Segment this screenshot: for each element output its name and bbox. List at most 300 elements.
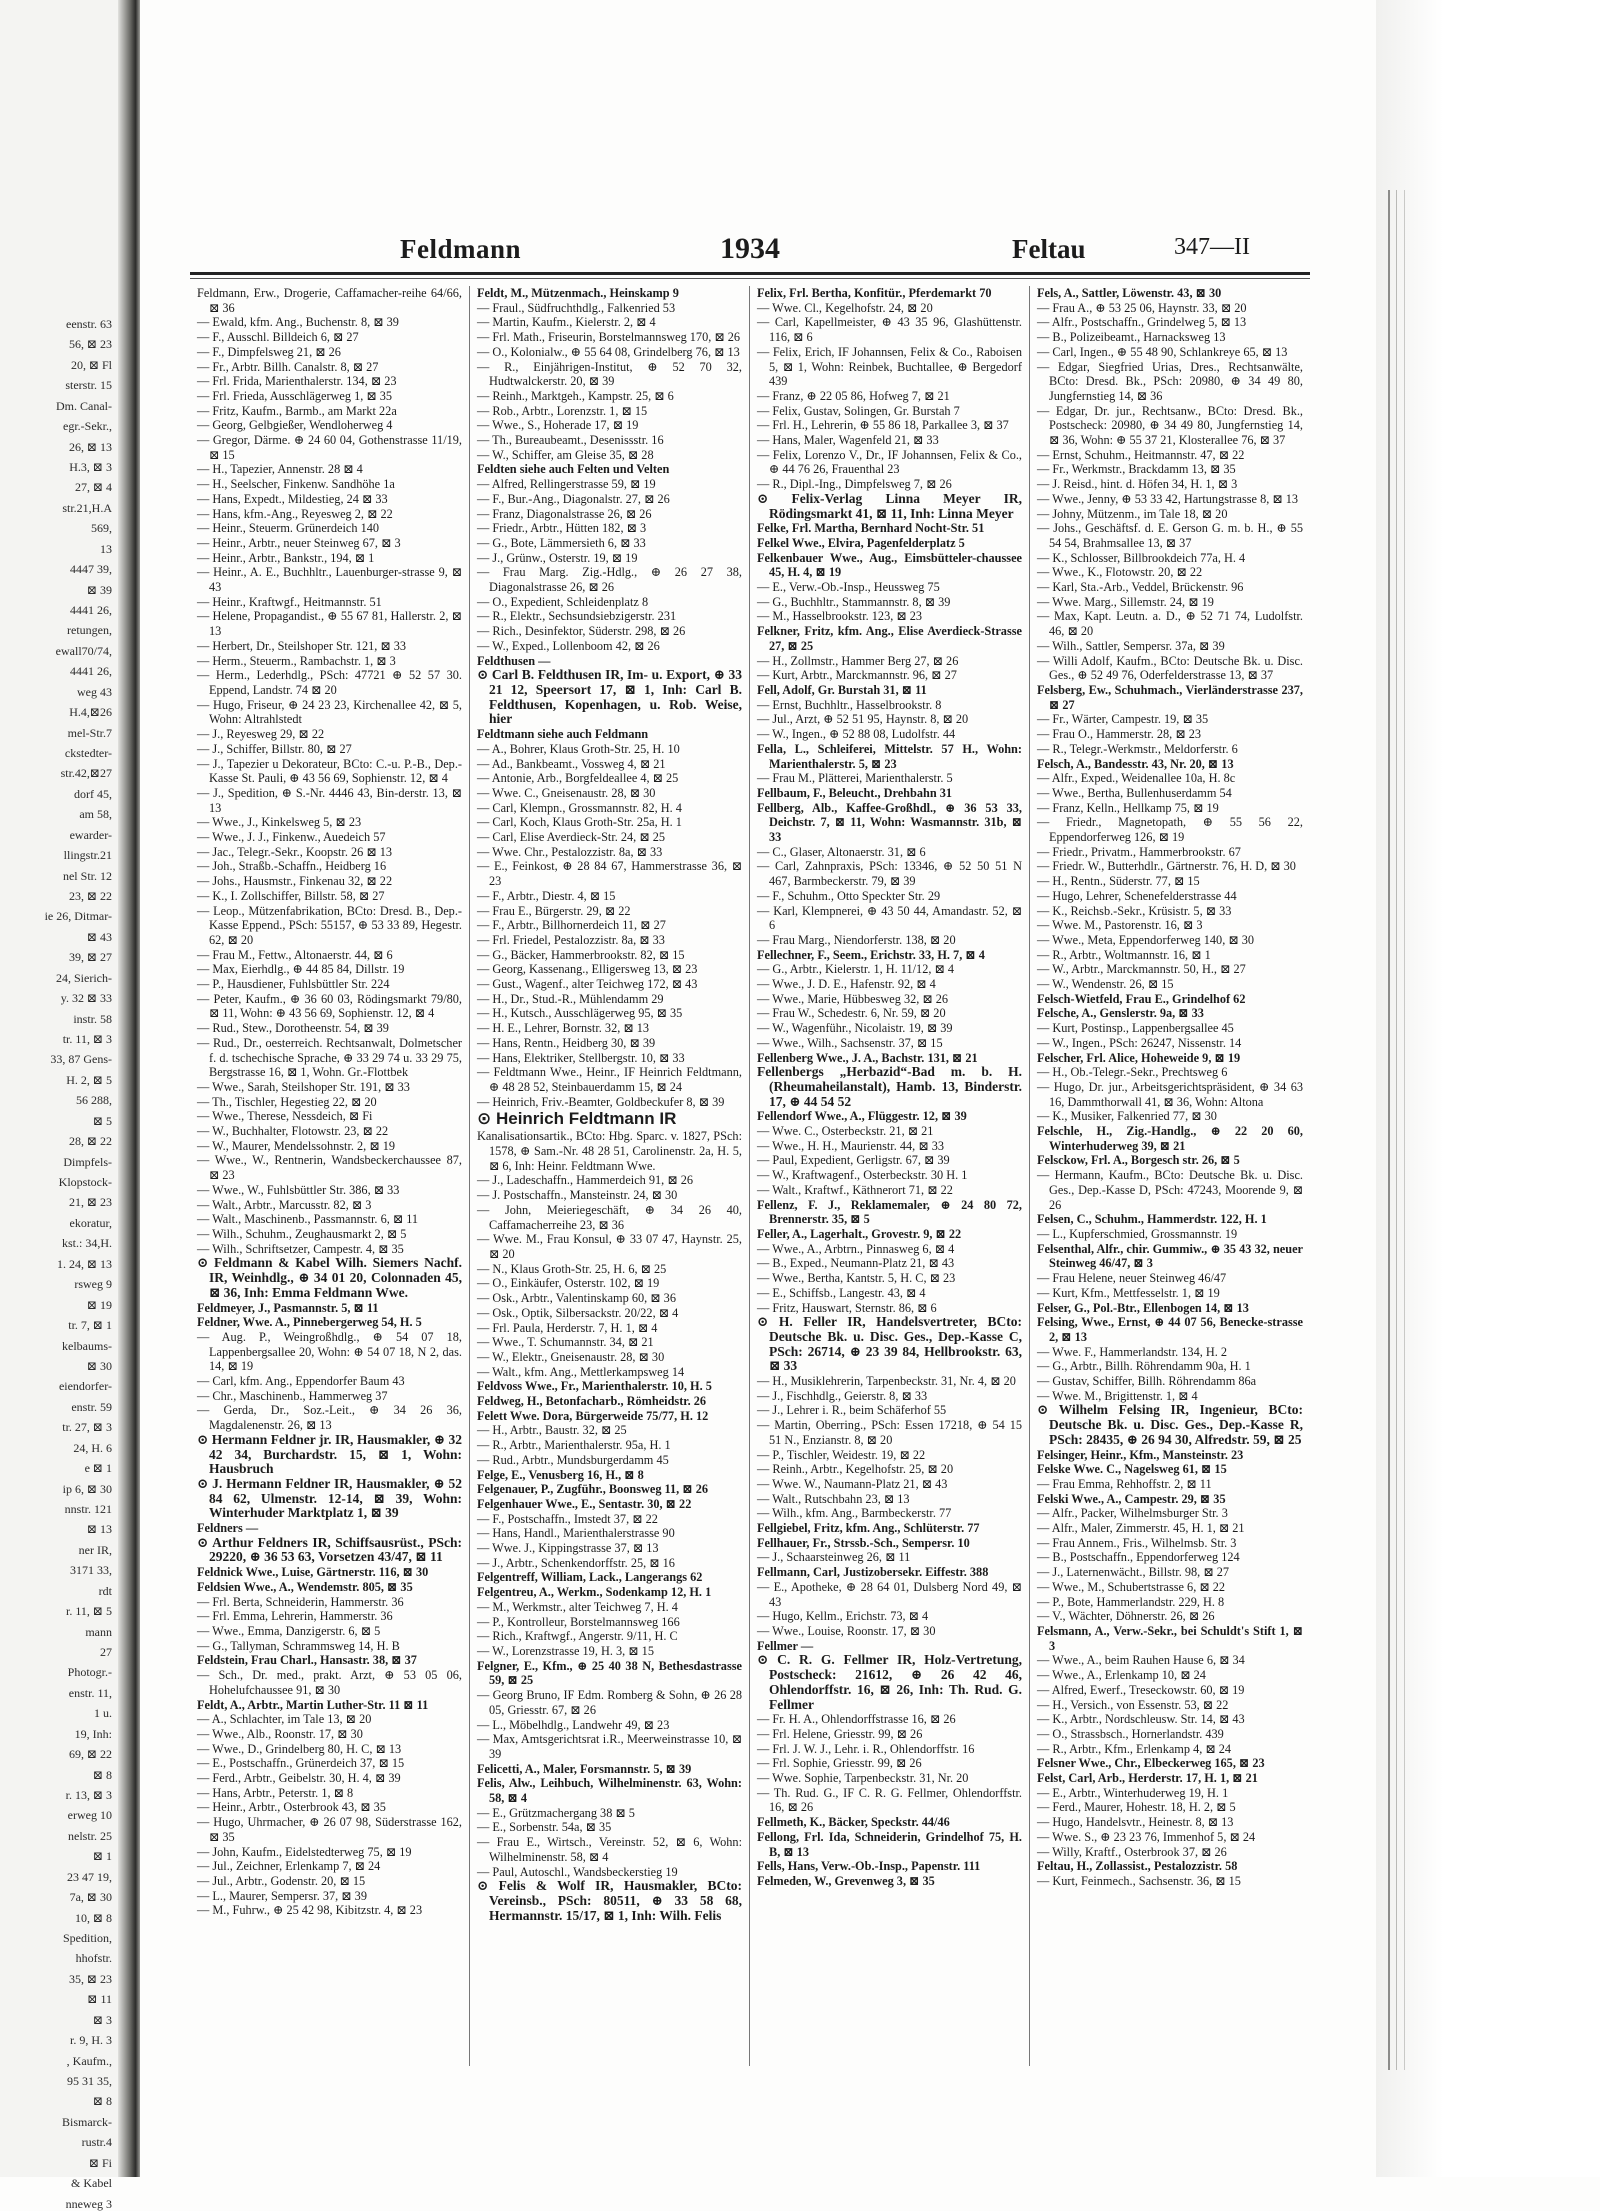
directory-sub-entry: — Carl, kfm. Ang., Eppendorfer Baum 43 <box>197 1374 405 1389</box>
fragment-line: Photogr.- <box>67 1665 112 1680</box>
directory-sub-entry: — Wilh., Sattler, Sempersr. 37a, ⊠ 39 <box>1037 638 1225 653</box>
fragment-line: nnstr. 121 <box>64 1501 112 1516</box>
directory-sub-entry: — Heinrich, Friv.-Beamter, Goldbeckufer 8, ⊠ 39 <box>477 1094 725 1109</box>
directory-sub-entry: — Willi Adolf, Kaufm., BCto: Deutsche Bk. u. Disc. Ges., ⊕ 52 49 76, Oderfelderstrasse 13, ⊠ 37 <box>1037 653 1303 683</box>
directory-sub-entry: — Willy, Kraftf., Osterbrook 37, ⊠ 26 <box>1037 1844 1227 1859</box>
directory-sub-entry: — Fritz, Hauswart, Sternstr. 86, ⊠ 6 <box>757 1300 937 1315</box>
directory-sub-entry: — Felix, Gustav, Solingen, Gr. Burstah 7 <box>757 403 960 418</box>
directory-entry: Fellbaum, F., Beleucht., Drehbahn 31 <box>757 785 953 800</box>
fragment-line: dorf 45, <box>74 786 112 801</box>
directory-sub-entry: — Wwe. Marg., Sillemstr. 24, ⊠ 19 <box>1037 594 1214 609</box>
directory-sub-entry: — Alfr., Postschaffn., Grindelweg 5, ⊠ 13 <box>1037 315 1247 330</box>
directory-sub-entry: — Heinr., Kraftwgf., Heitmannstr. 51 <box>197 594 382 609</box>
fragment-line: r. 9, H. 3 <box>70 2033 112 2048</box>
fragment-line: nelstr. 25 <box>68 1828 112 1843</box>
directory-entry: Felscher, Frl. Alice, Hoheweide 9, ⊠ 19 <box>1037 1050 1241 1065</box>
directory-sub-entry: — H. E., Lehrer, Bornstr. 32, ⊠ 13 <box>477 1021 650 1036</box>
directory-sub-entry: — John, Kaufm., Eidelstedterweg 75, ⊠ 19 <box>197 1844 412 1859</box>
directory-entry: Felett Wwe. Dora, Bürgerweide 75/77, H. 12 <box>477 1408 709 1423</box>
directory-sub-entry: — Hans, kfm.-Ang., Reyesweg 2, ⊠ 22 <box>197 506 393 521</box>
directory-entry: ⊙ C. R. G. Fellmer IR, Holz-Vertretung, Postscheck: 21612, ⊕ 26 42 46, Ohlendorffstr. 16, ⊠ 26, Inh: Th. Rud. G. Fellmer <box>757 1652 1022 1712</box>
directory-sub-entry: — Hugo, Lehrer, Schenefelderstrasse 44 <box>1037 888 1237 903</box>
directory-sub-entry: — Wwe. W., Naumann-Platz 21, ⊠ 43 <box>757 1476 948 1491</box>
directory-sub-entry: Feldmann, Erw., Drogerie, Caffamacher-reihe 64/66, ⊠ 36 <box>197 286 462 315</box>
directory-sub-entry: — Karl, Klempnerei, ⊕ 43 50 44, Amandastr. 52, ⊠ 6 <box>757 903 1022 933</box>
directory-sub-entry: — Wwe. M., Brigittenstr. 1, ⊠ 4 <box>1037 1388 1198 1403</box>
directory-sub-entry: — Fr., Werkmstr., Brackdamm 13, ⊠ 35 <box>1037 462 1236 477</box>
directory-sub-entry: — J., Tapezier u Dekorateur, BCto: C.-u. P.-B., Dep.-Kasse St. Pauli, ⊕ 43 56 69, Sophienstr. 12, ⊠ 4 <box>197 756 462 786</box>
directory-sub-entry: — W., Ingen., ⊕ 52 88 08, Ludolfstr. 44 <box>757 727 956 742</box>
directory-sub-entry: — Gerda, Dr., Soz.-Leit., ⊕ 34 26 36, Magdalenenstr. 26, ⊠ 13 <box>197 1403 462 1433</box>
directory-sub-entry: — O., Einkäufer, Osterstr. 102, ⊠ 19 <box>477 1276 660 1291</box>
directory-sub-entry: — Kurt, Arbtr., Marckmannstr. 96, ⊠ 27 <box>757 668 957 683</box>
fragment-line: tr. 27, ⊠ 3 <box>62 1420 112 1435</box>
directory-sub-entry: — Frl. Sophie, Griesstr. 99, ⊠ 26 <box>757 1756 922 1771</box>
directory-sub-entry: — Frau Helene, neuer Steinweg 46/47 <box>1037 1271 1227 1286</box>
directory-sub-entry: — J., Reyesweg 29, ⊠ 22 <box>197 727 325 742</box>
directory-sub-entry: — Franz, Kelln., Hellkamp 75, ⊠ 19 <box>1037 800 1219 815</box>
fragment-line: , Kaufm., <box>66 2053 112 2068</box>
directory-sub-entry: — Frl. Berta, Schneiderin, Hammerstr. 36 <box>197 1594 404 1609</box>
directory-sub-entry: — K., Musiker, Falkenried 77, ⊠ 30 <box>1037 1109 1217 1124</box>
fragment-line: ckstedter- <box>64 746 112 761</box>
directory-sub-entry: — Herm., Steuerm., Rambachstr. 1, ⊠ 3 <box>197 653 396 668</box>
directory-sub-entry: — Georg, Gelbgießer, Wendloherweg 4 <box>197 418 393 433</box>
directory-sub-entry: — F., Bur.-Ang., Diagonalstr. 27, ⊠ 26 <box>477 491 670 506</box>
page-edge-line <box>1404 190 1405 2070</box>
fragment-line: ⊠ 13 <box>86 1522 112 1537</box>
fragment-line: ⊠ 5 <box>92 1113 112 1128</box>
directory-sub-entry: — Edgar, Siegfried Urias, Dres., Rechtsanwälte, BCto: Dresd. Bk., PSch: 20980, ⊕ 34 49 80, Jungfernstieg 14, ⊠ 36 <box>1037 359 1303 403</box>
directory-sub-entry: — J., Spedition, ⊕ S.-Nr. 4446 43, Bin-derstr. 13, ⊠ 13 <box>197 785 462 815</box>
directory-sub-entry: — Walt., kfm. Ang., Mettlerkampsweg 14 <box>477 1364 685 1379</box>
fragment-line: Bismarck- <box>62 2114 112 2129</box>
directory-sub-entry: — H., Seelscher, Finkenw. Sandhöhe 1a <box>197 477 395 492</box>
directory-sub-entry: — Max, Amtsgerichtsrat i.R., Meerweinstrasse 10, ⊠ 39 <box>477 1732 742 1761</box>
fragment-line: kst.: 34,H. <box>61 1236 112 1251</box>
directory-sub-entry: — Peter, Kaufm., ⊕ 36 60 03, Rödingsmarkt 79/80, ⊠ 11, Wohn: ⊕ 43 56 69, Sophienstr. 12, ⊠ 4 <box>197 991 462 1021</box>
directory-entry: Felsche, A., Genslerstr. 9a, ⊠ 33 <box>1037 1006 1204 1021</box>
directory-entry: ⊙ Carl B. Feldthusen IR, Im- u. Export, ⊕ 33 21 12, Speersort 17, ⊠ 1, Inh: Carl B. Feldthusen, Kopenhagen, u. Rob. Weise, hier <box>477 667 742 727</box>
directory-sub-entry: — Martin, Kaufm., Kielerstr. 2, ⊠ 4 <box>477 315 656 330</box>
directory-sub-entry: — Heinr., A. E., Buchhltr., Lauenburger-strasse 9, ⊠ 43 <box>197 565 462 595</box>
directory-sub-entry: — Herm., Lederhdlg., PSch: 47721 ⊕ 52 57 30. Eppend, Landstr. 74 ⊠ 20 <box>197 668 462 697</box>
directory-sub-entry: — Hans, Expedt., Mildestieg, 24 ⊠ 33 <box>197 491 388 506</box>
directory-entry: Fellmann, Carl, Justizobersekr. Eiffestr. 388 <box>757 1565 989 1580</box>
directory-entry: Feldthusen — <box>477 653 551 668</box>
header-rule-thin <box>190 278 1310 279</box>
directory-entry: Fell, Adolf, Gr. Burstah 31, ⊠ 11 <box>757 682 927 697</box>
directory-sub-entry: — Heinr., Arbtr., Osterbrook 43, ⊠ 35 <box>197 1800 386 1815</box>
directory-sub-entry: — Leop., Mützenfabrikation, BCto: Dresd. B., Dep.-Kasse Eppend., PSch: 55157, ⊕ 53 33 89, Hegestr. 62, ⊠ 20 <box>197 903 462 947</box>
directory-sub-entry: — Alfred, Rellingerstrasse 59, ⊠ 19 <box>477 477 656 492</box>
directory-entry: Fellmeth, K., Bäcker, Speckstr. 44/46 <box>757 1815 950 1830</box>
directory-entry: Felsner Wwe., Chr., Elbeckerweg 165, ⊠ 23 <box>1037 1756 1265 1771</box>
directory-sub-entry: — H., Zollmstr., Hammer Berg 27, ⊠ 26 <box>757 653 959 668</box>
directory-entry: Feller, A., Lagerhalt., Grovestr. 9, ⊠ 22 <box>757 1227 962 1241</box>
fragment-line: egr.-Sekr., <box>63 419 112 434</box>
directory-sub-entry: — Fr. H. A., Ohlendorffstrasse 16, ⊠ 26 <box>757 1712 956 1727</box>
directory-sub-entry: — Hugo, Dr. jur., Arbeitsgerichtspräsident, ⊕ 34 63 16, Dammthorwall 41, ⊠ 36, Wohn: Altona <box>1037 1079 1303 1109</box>
directory-sub-entry: — Heinr., Arbtr., Bankstr., 194, ⊠ 1 <box>197 550 375 565</box>
directory-sub-entry: — W., Kraftwagenf., Osterbeckstr. 30 H. 1 <box>757 1168 968 1183</box>
directory-sub-entry: — W., Elektr., Gneisenaustr. 28, ⊠ 30 <box>477 1349 665 1364</box>
directory-sub-entry: — J., Laternenwächt., Billstr. 98, ⊠ 27 <box>1037 1565 1229 1580</box>
directory-sub-entry: — Gust., Wagenf., alter Teichweg 172, ⊠ 43 <box>477 977 698 992</box>
fragment-line: ner IR, <box>78 1542 112 1557</box>
page-edge-line <box>1388 190 1390 2070</box>
directory-sub-entry: — R., Einjährigen-Institut, ⊕ 52 70 32, Hudtwalckerstr. 20, ⊠ 39 <box>477 359 742 389</box>
fragment-line: 56 288, <box>76 1093 112 1108</box>
column-2 <box>470 286 750 2066</box>
fragment-line: 10, ⊠ 8 <box>74 1910 112 1925</box>
directory-sub-entry: — R., Arbtr., Kfm., Erlenkamp 4, ⊠ 24 <box>1037 1741 1232 1756</box>
directory-sub-entry: — Karl, Sta.-Arb., Veddel, Brückenstr. 96 <box>1037 580 1244 595</box>
directory-sub-entry: — H., Kutsch., Ausschlägerweg 95, ⊠ 35 <box>477 1006 683 1021</box>
directory-entry: Fels, A., Sattler, Löwenstr. 43, ⊠ 30 <box>1037 286 1222 300</box>
directory-sub-entry: — R., Arbtr., Marienthalerstr. 95a, H. 1 <box>477 1438 671 1453</box>
directory-entry: ⊙ H. Feller IR, Handelsvertreter, BCto: Deutsche Bk. u. Disc. Ges., Dep.-Kasse C, PSch: 26714, ⊕ 23 39 84, Hellbrookstr. 63, ⊠ 33 <box>757 1314 1022 1374</box>
directory-entry: Felgentreu, A., Werkm., Sodenkamp 12, H. 1 <box>477 1585 712 1600</box>
directory-sub-entry: — Walt., Rutschbahn 23, ⊠ 13 <box>757 1491 910 1506</box>
directory-entry: Feldner, Wwe. A., Pinnebergerweg 54, H. 5 <box>197 1315 422 1330</box>
directory-sub-entry: — Max, Kapt. Leutn. a. D., ⊕ 52 71 74, Ludolfstr. 46, ⊠ 20 <box>1037 609 1303 639</box>
directory-sub-entry: — Georg Bruno, IF Edm. Romberg & Sohn, ⊕ 26 28 05, Griesstr. 67, ⊠ 26 <box>477 1688 742 1717</box>
directory-entry: Feldmeyer, J., Pasmannstr. 5, ⊠ 11 <box>197 1300 379 1315</box>
directory-entry: ⊙ Wilhelm Felsing IR, Ingenieur, BCto: Deutsche Bk. u. Disc. Ges., Dep.-Kasse R, PSch: 28435, ⊕ 26 94 30, Alfredstr. 59, ⊠ 25 <box>1037 1402 1303 1447</box>
directory-sub-entry: — Walt., Maschinenb., Passmannstr. 6, ⊠ 11 <box>197 1212 419 1227</box>
fragment-line: rsweg 9 <box>74 1277 112 1292</box>
directory-sub-entry: — K., Reichsb.-Sekr., Krüsistr. 5, ⊠ 33 <box>1037 903 1232 918</box>
directory-entry: Felgenauer, P., Zugführ., Boonsweg 11, ⊠ 26 <box>477 1482 708 1497</box>
directory-sub-entry: — Frl. Emma, Lehrerin, Hammerstr. 36 <box>197 1609 393 1624</box>
directory-sub-entry: — F., Postschaffn., Imstedt 37, ⊠ 22 <box>477 1511 658 1526</box>
directory-sub-entry: — Max, Eierhdlg., ⊕ 44 85 84, Dillstr. 19 <box>197 962 405 977</box>
directory-sub-entry: — Reinh., Marktgeh., Kampstr. 25, ⊠ 6 <box>477 388 674 403</box>
directory-sub-entry: — Wwe., Alb., Roonstr. 17, ⊠ 30 <box>197 1726 363 1741</box>
directory-entry: Felser, G., Pol.-Btr., Ellenbogen 14, ⊠ 13 <box>1037 1300 1249 1315</box>
directory-sub-entry: — Hans, Handl., Marienthalerstrasse 90 <box>477 1526 675 1541</box>
directory-sub-entry: — Paul, Expedient, Gerligstr. 67, ⊠ 39 <box>757 1153 950 1168</box>
directory-entry: ⊙ Felis & Wolf IR, Hausmakler, BCto: Vereinsb., PSch: 80511, ⊕ 33 58 68, Hermannstr. 15/17, ⊠ 1, Inh: Wilh. Felis <box>477 1878 742 1923</box>
directory-entry: Fellenbergs „Herbazid“-Bad m. b. H. (Rheumaheilanstalt), Hamb. 13, Binderstr. 17, ⊕ 44 54 52 <box>757 1064 1022 1109</box>
directory-sub-entry: — Frl. Helene, Griesstr. 99, ⊠ 26 <box>757 1726 923 1741</box>
directory-sub-entry: — Franz, Diagonalstrasse 26, ⊠ 26 <box>477 506 652 521</box>
directory-sub-entry: — R., Telegr.-Werkmstr., Meldorferstr. 6 <box>1037 741 1238 756</box>
directory-entry: Felsberg, Ew., Schuhmach., Vierländerstrasse 237, ⊠ 27 <box>1037 682 1303 712</box>
directory-sub-entry: — F., Dimpfelsweg 21, ⊠ 26 <box>197 344 341 359</box>
directory-sub-entry: — Frau E., Wirtsch., Vereinstr. 52, ⊠ 6, Wohn: Wilhelminenstr. 58, ⊠ 4 <box>477 1835 742 1864</box>
directory-entry: Feldners — <box>197 1521 259 1536</box>
directory-sub-entry: — Felix, Erich, IF Johannsen, Felix & Co., Raboisen 5, ⊠ 1, Wohn: Reinbek, Buchtallee, ⊕ Bergedorf 439 <box>757 344 1022 389</box>
fragment-line: 24, H. 6 <box>73 1440 112 1455</box>
directory-entry: Felsinger, Heinr., Kfm., Mansteinstr. 23 <box>1037 1447 1244 1462</box>
fragment-line: 27 <box>100 1644 112 1659</box>
directory-sub-entry: — K., I. Zollschiffer, Billstr. 58, ⊠ 27 <box>197 888 385 903</box>
directory-sub-entry: — Jac., Telegr.-Sekr., Koopstr. 26 ⊠ 13 <box>197 844 393 859</box>
directory-entry: Felmeden, W., Grevenweg 3, ⊠ 35 <box>757 1873 935 1888</box>
fragment-line: 1 u. <box>94 1706 112 1721</box>
fragment-line: ⊠ Fi <box>88 2155 112 2170</box>
directory-sub-entry: — G., Arbtr., Billh. Röhrendamm 90a, H. 1 <box>1037 1359 1251 1374</box>
directory-sub-entry: — Wwe. Sophie, Tarpenbeckstr. 31, Nr. 20 <box>757 1771 969 1786</box>
fragment-line: 20, ⊠ Fl <box>70 357 112 372</box>
directory-sub-entry: — Wwe., A., beim Rauhen Hause 6, ⊠ 34 <box>1037 1653 1245 1668</box>
directory-sub-entry: — Hermann, Kaufm., BCto: Deutsche Bk. u. Disc. Ges., Dep.-Kasse D, PSch: 47243, Moorende 9, ⊠ 26 <box>1037 1168 1303 1212</box>
directory-sub-entry: — G., Bäcker, Hammerbrookstr. 82, ⊠ 15 <box>477 947 685 962</box>
fragment-line: rdt <box>98 1583 112 1598</box>
fragment-line: ewarder- <box>69 827 112 842</box>
directory-sub-entry: — John, Meieriegeschäft, ⊕ 34 26 40, Caffamacherreihe 23, ⊠ 36 <box>477 1202 742 1232</box>
directory-entry: Felsenthal, Alfr., chir. Gummiw., ⊕ 35 43 32, neuer Steinweg 46/47, ⊠ 3 <box>1037 1241 1303 1271</box>
fragment-line: instr. 58 <box>73 1011 112 1026</box>
fragment-line: eenstr. 63 <box>66 317 112 331</box>
directory-sub-entry: — Frau Marg., Niendorferstr. 138, ⊠ 20 <box>757 932 956 947</box>
fragment-line: ⊠ 1 <box>92 1849 112 1864</box>
fragment-line: erweg 10 <box>67 1808 112 1823</box>
directory-sub-entry: — M., Hasselbrookstr. 123, ⊠ 23 <box>757 609 923 624</box>
fragment-line: am 58, <box>79 807 112 822</box>
fragment-line: mann <box>85 1624 112 1639</box>
column-4 <box>1030 286 1310 2066</box>
fragment-line: e ⊠ 1 <box>84 1461 112 1476</box>
directory-sub-entry: — Alfr., Packer, Wilhelmsburger Str. 3 <box>1037 1506 1228 1521</box>
directory-sub-entry: — Wwe., A., Arbtrn., Pinnasweg 6, ⊠ 4 <box>757 1241 955 1256</box>
page-header <box>190 228 1310 270</box>
fragment-line: str.42,⊠27 <box>60 766 112 781</box>
fragment-line: ip 6, ⊠ 30 <box>62 1481 112 1496</box>
fragment-line: ⊠ 3 <box>92 2012 112 2027</box>
fragment-line: 26, ⊠ 13 <box>68 439 112 454</box>
directory-entry: Fells, Hans, Verw.-Ob.-Insp., Papenstr. 111 <box>757 1859 981 1874</box>
directory-sub-entry: — Jul., Zeichner, Erlenkamp 7, ⊠ 24 <box>197 1859 381 1874</box>
fragment-line: 21, ⊠ 23 <box>68 1195 112 1210</box>
directory-sub-entry: — J. Reisd., hint. d. Höfen 34, H. 1, ⊠ 3 <box>1037 477 1238 492</box>
fragment-line: ⊠ 8 <box>92 1767 112 1782</box>
directory-entry: Felkner, Fritz, kfm. Ang., Elise Averdieck-Strasse 27, ⊠ 25 <box>757 624 1022 653</box>
directory-sub-entry: — Wwe. C., Osterbeckstr. 21, ⊠ 21 <box>757 1124 934 1139</box>
directory-sub-entry: — N., Klaus Groth-Str. 25, H. 6, ⊠ 25 <box>477 1261 667 1276</box>
fragment-line: ⊠ 39 <box>86 582 112 597</box>
directory-entry: Feldnick Wwe., Luise, Gärtnerstr. 116, ⊠ 30 <box>197 1565 429 1580</box>
fragment-line: 4441 26, <box>70 664 112 679</box>
directory-sub-entry: — Wwe., Sarah, Steilshoper Str. 191, ⊠ 33 <box>197 1079 410 1094</box>
fragment-line: 24, Sierich- <box>56 970 112 985</box>
directory-entry: ⊙ Felix-Verlag Linna Meyer IR, Rödingsmarkt 41, ⊠ 11, Inh: Linna Meyer <box>757 490 1022 521</box>
fragment-line: ⊠ 8 <box>92 2094 112 2109</box>
directory-sub-entry: — Ewald, kfm. Ang., Buchenstr. 8, ⊠ 39 <box>197 315 399 330</box>
directory-sub-entry: — H., Rentn., Süderstr. 77, ⊠ 15 <box>1037 874 1200 889</box>
directory-sub-entry: — P., Tischler, Weidestr. 19, ⊠ 22 <box>757 1447 926 1462</box>
fragment-line: H.3, ⊠ 3 <box>69 460 112 474</box>
directory-sub-entry: — Carl, Kapellmeister, ⊕ 43 35 96, Glashüttenstr. 116, ⊠ 6 <box>757 315 1022 345</box>
directory-sub-entry: — Wwe., J. J., Finkenw., Auedeich 57 <box>197 830 386 845</box>
directory-sub-entry: — Hans, Arbtr., Peterstr. 1, ⊠ 8 <box>197 1785 354 1800</box>
fragment-line: 19, Inh: <box>74 1726 112 1741</box>
directory-entry: Fellmer — <box>757 1638 814 1653</box>
directory-sub-entry: — Martin, Oberring., PSch: Essen 17218, ⊕ 54 15 51 N., Enzianstr. 8, ⊠ 20 <box>757 1418 1022 1447</box>
directory-sub-entry: — J., Schiffer, Billstr. 80, ⊠ 27 <box>197 741 352 756</box>
directory-sub-entry: — Ferd., Arbtr., Geibelstr. 30, H. 4, ⊠ 39 <box>197 1771 401 1786</box>
directory-sub-entry: — Th., Bureaubeamt., Desenissstr. 16 <box>477 433 664 448</box>
directory-sub-entry: — Hugo, Kellm., Erichstr. 73, ⊠ 4 <box>757 1609 929 1624</box>
directory-sub-entry: — A., Schlachter, im Tale 13, ⊠ 20 <box>197 1712 372 1727</box>
fragment-line: 13 <box>100 541 112 556</box>
directory-sub-entry: — H., Versich., von Essenstr. 53, ⊠ 22 <box>1037 1697 1229 1712</box>
book-gutter <box>118 0 140 2177</box>
directory-sub-entry: — V., Wächter, Döhnerstr. 26, ⊠ 26 <box>1037 1609 1215 1624</box>
directory-sub-entry: — L., Maurer, Sempersr. 37, ⊠ 39 <box>197 1888 367 1903</box>
fragment-line: ⊠ 30 <box>86 1358 112 1373</box>
directory-sub-entry: — B., Exped., Neumann-Platz 21, ⊠ 43 <box>757 1256 955 1271</box>
directory-entry: Felis, Alw., Leihbuch, Wilhelminenstr. 63, Wohn: 58, ⊠ 4 <box>477 1776 742 1806</box>
directory-sub-entry: — Frau M., Plätterei, Marienthalerstr. 5 <box>757 771 953 786</box>
directory-sub-entry: — O., Strassbsch., Hornerlandstr. 439 <box>1037 1726 1224 1741</box>
page-edge-line <box>1396 190 1397 2070</box>
directory-sub-entry: — E., Apotheke, ⊕ 28 64 01, Dulsberg Nord 49, ⊠ 43 <box>757 1579 1022 1609</box>
directory-sub-entry: — J., Lehrer i. R., beim Schäferhof 55 <box>757 1403 947 1418</box>
fragment-line: 4441 26, <box>70 603 112 618</box>
fragment-line: Dm. Canal- <box>56 398 112 413</box>
directory-sub-entry: — Osk., Optik, Silbersackstr. 20/22, ⊠ 4 <box>477 1305 679 1320</box>
directory-sub-entry: — C., Glaser, Altonaerstr. 31, ⊠ 6 <box>757 844 926 859</box>
directory-sub-entry: — Chr., Maschinenb., Hammerweg 37 <box>197 1388 388 1403</box>
directory-sub-entry: — P., Kontrolleur, Borstelmannsweg 166 <box>477 1614 680 1629</box>
directory-sub-entry: — Fr., Arbtr. Billh. Canalstr. 8, ⊠ 27 <box>197 359 379 374</box>
directory-sub-entry: — Alfr., Exped., Weidenallee 10a, H. 8c <box>1037 771 1236 786</box>
directory-entry: Feldstein, Frau Charl., Hansastr. 38, ⊠ 37 <box>197 1653 417 1668</box>
directory-entry: Felst, Carl, Arb., Herderstr. 17, H. 1, ⊠ 21 <box>1037 1771 1258 1786</box>
directory-sub-entry: — Frl. H., Lehrerin, ⊕ 55 86 18, Parkallee 3, ⊠ 37 <box>757 418 1009 433</box>
fragment-line: ⊠ 11 <box>87 1992 112 2007</box>
directory-entry: ⊙ Hermann Feldner jr. IR, Hausmakler, ⊕ 32 42 34, Burchardstr. 15, ⊠ 1, Wohn: Hausbruch <box>197 1431 462 1477</box>
directory-sub-entry: — Osk., Arbtr., Valentinskamp 60, ⊠ 36 <box>477 1291 676 1306</box>
directory-sub-entry: — Hugo, Friseur, ⊕ 24 23 23, Kirchenallee 42, ⊠ 5, Wohn: Altrahlstedt <box>197 697 462 727</box>
directory-sub-entry: — H., Dr., Stud.-R., Mühlendamm 29 <box>477 991 664 1006</box>
directory-sub-entry: — Wwe. C., Gneisenaustr. 28, ⊠ 30 <box>477 785 656 800</box>
directory-sub-entry: — Ernst, Schuhm., Heitmannstr. 47, ⊠ 22 <box>1037 447 1245 462</box>
fragment-line: Klopstock- <box>58 1175 112 1190</box>
directory-sub-entry: — Wwe. F., Hammerlandstr. 134, H. 2 <box>1037 1344 1228 1359</box>
fragment-line: ekoratur, <box>69 1215 112 1230</box>
directory-sub-entry: — H., Arbtr., Baustr. 32, ⊠ 25 <box>477 1423 627 1438</box>
directory-entry: Felke, Frl. Martha, Bernhard Nocht-Str. 51 <box>757 521 985 536</box>
fragment-line: eiendorfer- <box>58 1379 112 1394</box>
directory-sub-entry: — Johs., Hausmstr., Finkenau 32, ⊠ 22 <box>197 874 393 889</box>
directory-sub-entry: — Frl. Friedel, Pestalozzistr. 8a, ⊠ 33 <box>477 932 665 947</box>
directory-sub-entry: — Johny, Mützenm., im Tale 18, ⊠ 20 <box>1037 506 1228 521</box>
directory-sub-entry: — H., Ob.-Telegr.-Sekr., Prechtsweg 6 <box>1037 1065 1228 1080</box>
directory-sub-entry: — Wwe., T. Schumannstr. 34, ⊠ 21 <box>477 1335 654 1350</box>
directory-sub-entry: — Rich., Desinfektor, Süderstr. 298, ⊠ 26 <box>477 624 686 639</box>
fragment-line: 3171 33, <box>70 1563 112 1578</box>
directory-sub-entry: — Wwe., Bertha, Kantstr. 5, H. C, ⊠ 23 <box>757 1271 956 1286</box>
directory-sub-entry: — H., Musiklehrerin, Tarpenbeckstr. 31, Nr. 4, ⊠ 20 <box>757 1374 1016 1389</box>
fragment-line: H. 2, ⊠ 5 <box>66 1072 112 1087</box>
directory-sub-entry: — J., Schaarsteinweg 26, ⊠ 11 <box>757 1550 911 1565</box>
directory-sub-entry: — Fritz, Kaufm., Barmb., am Markt 22a <box>197 403 397 418</box>
directory-sub-entry: — Johs., Geschäftsf. d. E. Gerson G. m. b. H., ⊕ 55 54 54, Brahmsallee 13, ⊠ 37 <box>1037 521 1303 550</box>
directory-sub-entry: — Wwe. J., Kippingstrasse 37, ⊠ 13 <box>477 1541 659 1556</box>
directory-sub-entry: — Ernst, Buchhltr., Hasselbrookstr. 8 <box>757 697 942 712</box>
directory-sub-entry: — F., Arbtr., Diestr. 4, ⊠ 15 <box>477 888 616 903</box>
fragment-line: llingstr.21 <box>63 848 112 863</box>
directory-sub-entry: — Felix, Lorenzo V., Dr., IF Johannsen, Felix & Co., ⊕ 44 76 26, Frauenthal 23 <box>757 447 1022 477</box>
fragment-line: r. 11, ⊠ 5 <box>66 1604 112 1619</box>
directory-sub-entry: — H., Tapezier, Annenstr. 28 ⊠ 4 <box>197 462 363 477</box>
directory-sub-entry: — Feldtmann Wwe., Heinr., IF Heinrich Feldtmann, ⊕ 48 28 52, Steinbauerdamm 15, ⊠ 24 <box>477 1065 742 1094</box>
directory-sub-entry: — P., Bote, Hammerlandstr. 229, H. 8 <box>1037 1594 1225 1609</box>
directory-sub-entry: — Hugo, Uhrmacher, ⊕ 26 07 98, Süderstrasse 162, ⊠ 35 <box>197 1815 462 1844</box>
directory-sub-entry: — M., Werkmstr., alter Teichweg 7, H. 4 <box>477 1599 678 1614</box>
fragment-line: str.21,H.A <box>62 500 112 515</box>
directory-sub-entry: — Wwe., D., Grindelberg 80, H. C, ⊠ 13 <box>197 1741 402 1756</box>
directory-sub-entry: — F., Ausschl. Billdeich 6, ⊠ 27 <box>197 330 359 345</box>
directory-page <box>190 228 1310 2068</box>
directory-sub-entry: — Hans, Maler, Wagenfeld 21, ⊠ 33 <box>757 433 939 448</box>
directory-entry: ⊙ Heinrich Feldtmann IR <box>477 1109 677 1129</box>
directory-sub-entry: — E., Postschaffn., Grünerdeich 37, ⊠ 15 <box>197 1756 405 1771</box>
directory-sub-entry: — W., Wagenführ., Nicolaistr. 19, ⊠ 39 <box>757 1021 953 1036</box>
directory-entry: Fellgiebel, Fritz, kfm. Ang., Schlüterstr. 77 <box>757 1521 980 1536</box>
directory-entry: Feldsien Wwe., A., Wendemstr. 805, ⊠ 35 <box>197 1579 413 1594</box>
directory-sub-entry: — Wilh., Schuhm., Zeughausmarkt 2, ⊠ 5 <box>197 1227 407 1241</box>
directory-sub-entry: — W., Arbtr., Marckmannstr. 50, H., ⊠ 27 <box>1037 962 1246 977</box>
directory-sub-entry: — Wwe., Meta, Eppendorferweg 140, ⊠ 30 <box>1037 932 1255 947</box>
directory-entry: Fellenz, F. J., Reklamemaler, ⊕ 24 80 72, Brennerstr. 35, ⊠ 5 <box>757 1197 1022 1227</box>
directory-sub-entry: — Th. Rud. G., IF C. R. G. Fellmer, Ohlendorffstr. 16, ⊠ 26 <box>757 1785 1022 1815</box>
directory-entry: Felkel Wwe., Elvira, Pagenfelderplatz 5 <box>757 535 965 550</box>
directory-sub-entry: — Carl, Elise Averdieck-Str. 24, ⊠ 25 <box>477 830 666 845</box>
directory-columns <box>190 286 1310 2066</box>
directory-sub-entry: — Carl, Klempn., Grossmannstr. 82, H. 4 <box>477 800 682 815</box>
directory-sub-entry: — Wilh., kfm. Ang., Barmbeckerstr. 77 <box>757 1506 952 1521</box>
directory-sub-entry: — Gustav, Schiffer, Billh. Röhrendamm 86a <box>1037 1374 1257 1389</box>
fragment-line: 28, ⊠ 22 <box>68 1134 112 1149</box>
directory-sub-entry: — Carl, Zahnpraxis, PSch: 13346, ⊕ 52 50 51 N 467, Barmbeckerstr. 79, ⊠ 39 <box>757 859 1022 889</box>
directory-sub-entry: — Wwe., Marie, Hübbesweg 32, ⊠ 26 <box>757 991 949 1006</box>
directory-sub-entry: — Friedr., Privatm., Hammerbrookstr. 67 <box>1037 844 1241 859</box>
directory-sub-entry: — Frl. Math., Friseurin, Borstelmannsweg 170, ⊠ 26 <box>477 330 741 345</box>
directory-entry: ⊙ Feldmann & Kabel Wilh. Siemers Nachf. IR, Weinhdlg., ⊕ 34 01 20, Colonnaden 45, ⊠ 36, Inh: Emma Feldmann Wwe. <box>197 1255 462 1300</box>
directory-entry: ⊙ J. Hermann Feldner IR, Hausmakler, ⊕ 52 84 62, Ulmenstr. 12-14, ⊠ 39, Wohn: Winterhuder Marktplatz 1, ⊠ 39 <box>197 1475 462 1521</box>
directory-entry: Felgner, E., Kfm., ⊕ 25 40 38 N, Bethesdastrasse 59, ⊠ 25 <box>477 1658 742 1688</box>
fragment-line: 95 31 35, <box>67 2073 112 2088</box>
directory-sub-entry: — J., Arbtr., Schenkendorffstr. 25, ⊠ 16 <box>477 1555 675 1570</box>
directory-sub-entry: — W., Lorenzstrasse 19, H. 3, ⊠ 15 <box>477 1643 654 1658</box>
directory-sub-entry: — B., Polizeibeamt., Harnacksweg 13 <box>1037 330 1226 345</box>
directory-sub-entry: — Hans, Rentn., Heidberg 30, ⊠ 39 <box>477 1035 656 1050</box>
directory-sub-entry: — Franz, ⊕ 22 05 86, Hofweg 7, ⊠ 21 <box>757 388 950 403</box>
directory-sub-entry: — E., Arbtr., Winterhuderweg 19, H. 1 <box>1037 1785 1229 1800</box>
directory-sub-entry: — Wwe. Chr., Pestalozzistr. 8a, ⊠ 33 <box>477 844 663 859</box>
fragment-line: 27, ⊠ 4 <box>74 480 112 495</box>
fragment-line: 39, ⊠ 27 <box>68 950 112 965</box>
fragment-line: 569, <box>91 521 112 536</box>
directory-sub-entry: — Wwe., Wilh., Sachsenstr. 37, ⊠ 15 <box>757 1035 943 1050</box>
directory-sub-entry: — Wwe., M., Schubertstrasse 6, ⊠ 22 <box>1037 1579 1226 1594</box>
directory-sub-entry: — Rob., Arbtr., Lorenzstr. 1, ⊠ 15 <box>477 403 648 418</box>
directory-sub-entry: — W., Schiffer, am Gleise 35, ⊠ 28 <box>477 447 654 462</box>
directory-entry: Feldt, A., Arbtr., Martin Luther-Str. 11 ⊠ 11 <box>197 1697 429 1712</box>
directory-entry: Fellendorf Wwe., A., Flüggestr. 12, ⊠ 39 <box>757 1109 967 1124</box>
directory-sub-entry: — Wwe., H. H., Maurienstr. 44, ⊠ 33 <box>757 1138 944 1153</box>
fragment-line: y. 32 ⊠ 33 <box>60 991 112 1006</box>
fragment-line: 7a, ⊠ 30 <box>69 1890 112 1905</box>
directory-sub-entry: — Jul., Arbtr., Godenstr. 20, ⊠ 15 <box>197 1873 366 1888</box>
directory-sub-entry: — Frl. J. W. J., Lehr. i. R., Ohlendorffstr. 16 <box>757 1741 975 1756</box>
directory-sub-entry: — Frau Emma, Rehhoffstr. 2, ⊠ 11 <box>1037 1476 1212 1491</box>
